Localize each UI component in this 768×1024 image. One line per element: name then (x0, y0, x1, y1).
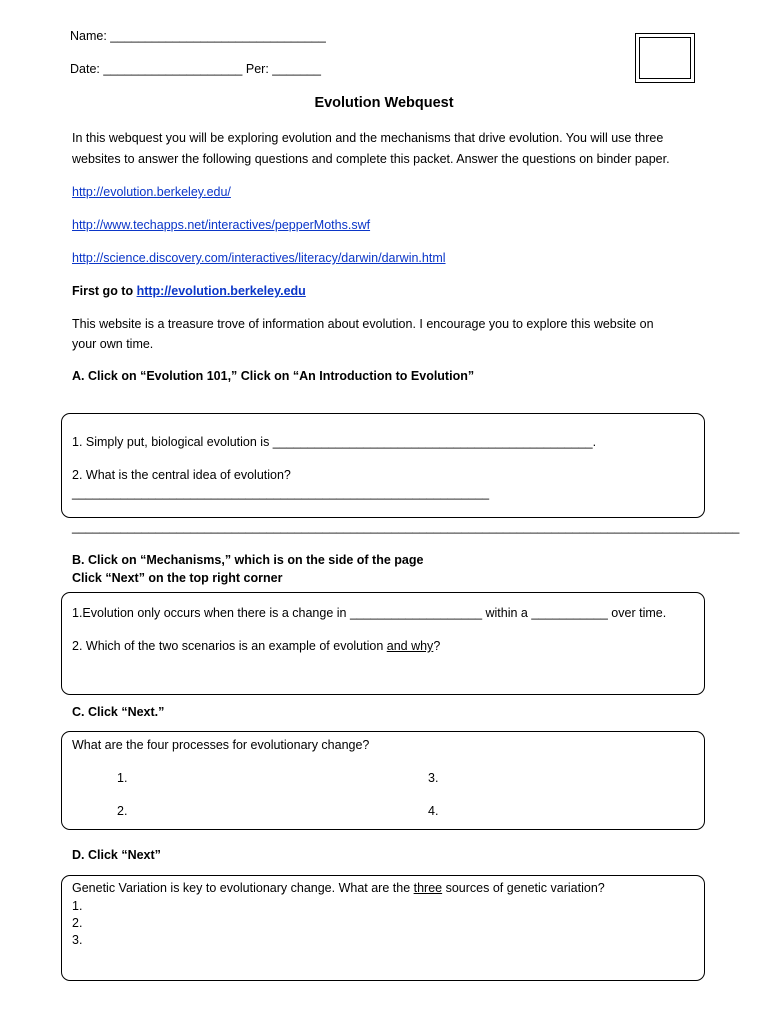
section-b-q2-text: 2. Which of the two scenarios is an example of evolution (72, 639, 387, 653)
section-c-question: What are the four processes for evolutionary change? (72, 738, 370, 752)
first-go-instruction (72, 284, 306, 298)
section-a-answer-line: ____________________________________________________________ (72, 486, 490, 500)
first-go-link[interactable]: http://evolution.berkeley.edu (136, 284, 306, 298)
section-d-heading: D. Click “Next” (72, 848, 161, 862)
section-d-q-text: Genetic Variation is key to evolutionary change. What are the (72, 881, 414, 895)
name-field-line: Name: _______________________________ (70, 29, 326, 43)
link-discovery-darwin[interactable]: http://science.discovery.com/interactives/literacy/darwin/darwin.html (72, 251, 446, 265)
section-a-question-2: 2. What is the central idea of evolution? (72, 468, 291, 482)
section-d-item-3: 3. (72, 933, 83, 947)
date-period-line: Date: ____________________ Per: _______ (70, 62, 321, 76)
section-c-item-2: 2. (117, 804, 128, 818)
section-a-answer-box (61, 413, 705, 518)
section-b-q2-underlined: and why (386, 639, 434, 653)
section-d-item-1: 1. (72, 899, 83, 913)
section-c-item-4: 4. (428, 804, 439, 818)
treasure-line-1: This website is a treasure trove of information about evolution. I encourage you to explore this website on (72, 317, 654, 331)
section-b-heading-1: B. Click on “Mechanisms,” which is on the side of the page (72, 553, 424, 567)
link-pepper-moths[interactable]: http://www.techapps.net/interactives/pepperMoths.swf (72, 218, 371, 232)
section-b-heading-2: Click “Next” on the top right corner (72, 571, 283, 585)
section-c-heading: C. Click “Next.” (72, 705, 165, 719)
section-a-question-1: 1. Simply put, biological evolution is ______________________________________________. (72, 435, 597, 449)
first-go-text: First go to (72, 284, 137, 298)
score-box (635, 33, 695, 83)
section-b-q2-suffix: ? (433, 639, 441, 653)
section-d-question (72, 881, 605, 895)
section-b-question-2 (72, 639, 440, 653)
section-b-question-1: 1.Evolution only occurs when there is a change in ___________________ within a ___________ over time. (72, 606, 667, 620)
section-d-item-2: 2. (72, 916, 83, 930)
section-d-q-suffix: sources of genetic variation? (442, 881, 605, 895)
section-a-heading: A. Click on “Evolution 101,” Click on “An Introduction to Evolution” (72, 369, 475, 383)
section-a-answer-line-outer: ________________________________________________________________________________________________ (72, 520, 740, 534)
link-berkeley[interactable]: http://evolution.berkeley.edu/ (72, 185, 231, 199)
page-title: Evolution Webquest (314, 95, 454, 111)
section-d-q-underlined: three (413, 881, 443, 895)
intro-line-2: websites to answer the following questions and complete this packet. Answer the questions on binder paper. (72, 152, 670, 166)
treasure-line-2: your own time. (72, 337, 154, 351)
section-c-item-1: 1. (117, 771, 128, 785)
intro-line-1: In this webquest you will be exploring evolution and the mechanisms that drive evolution. You will use three (72, 131, 664, 145)
section-c-item-3: 3. (428, 771, 439, 785)
